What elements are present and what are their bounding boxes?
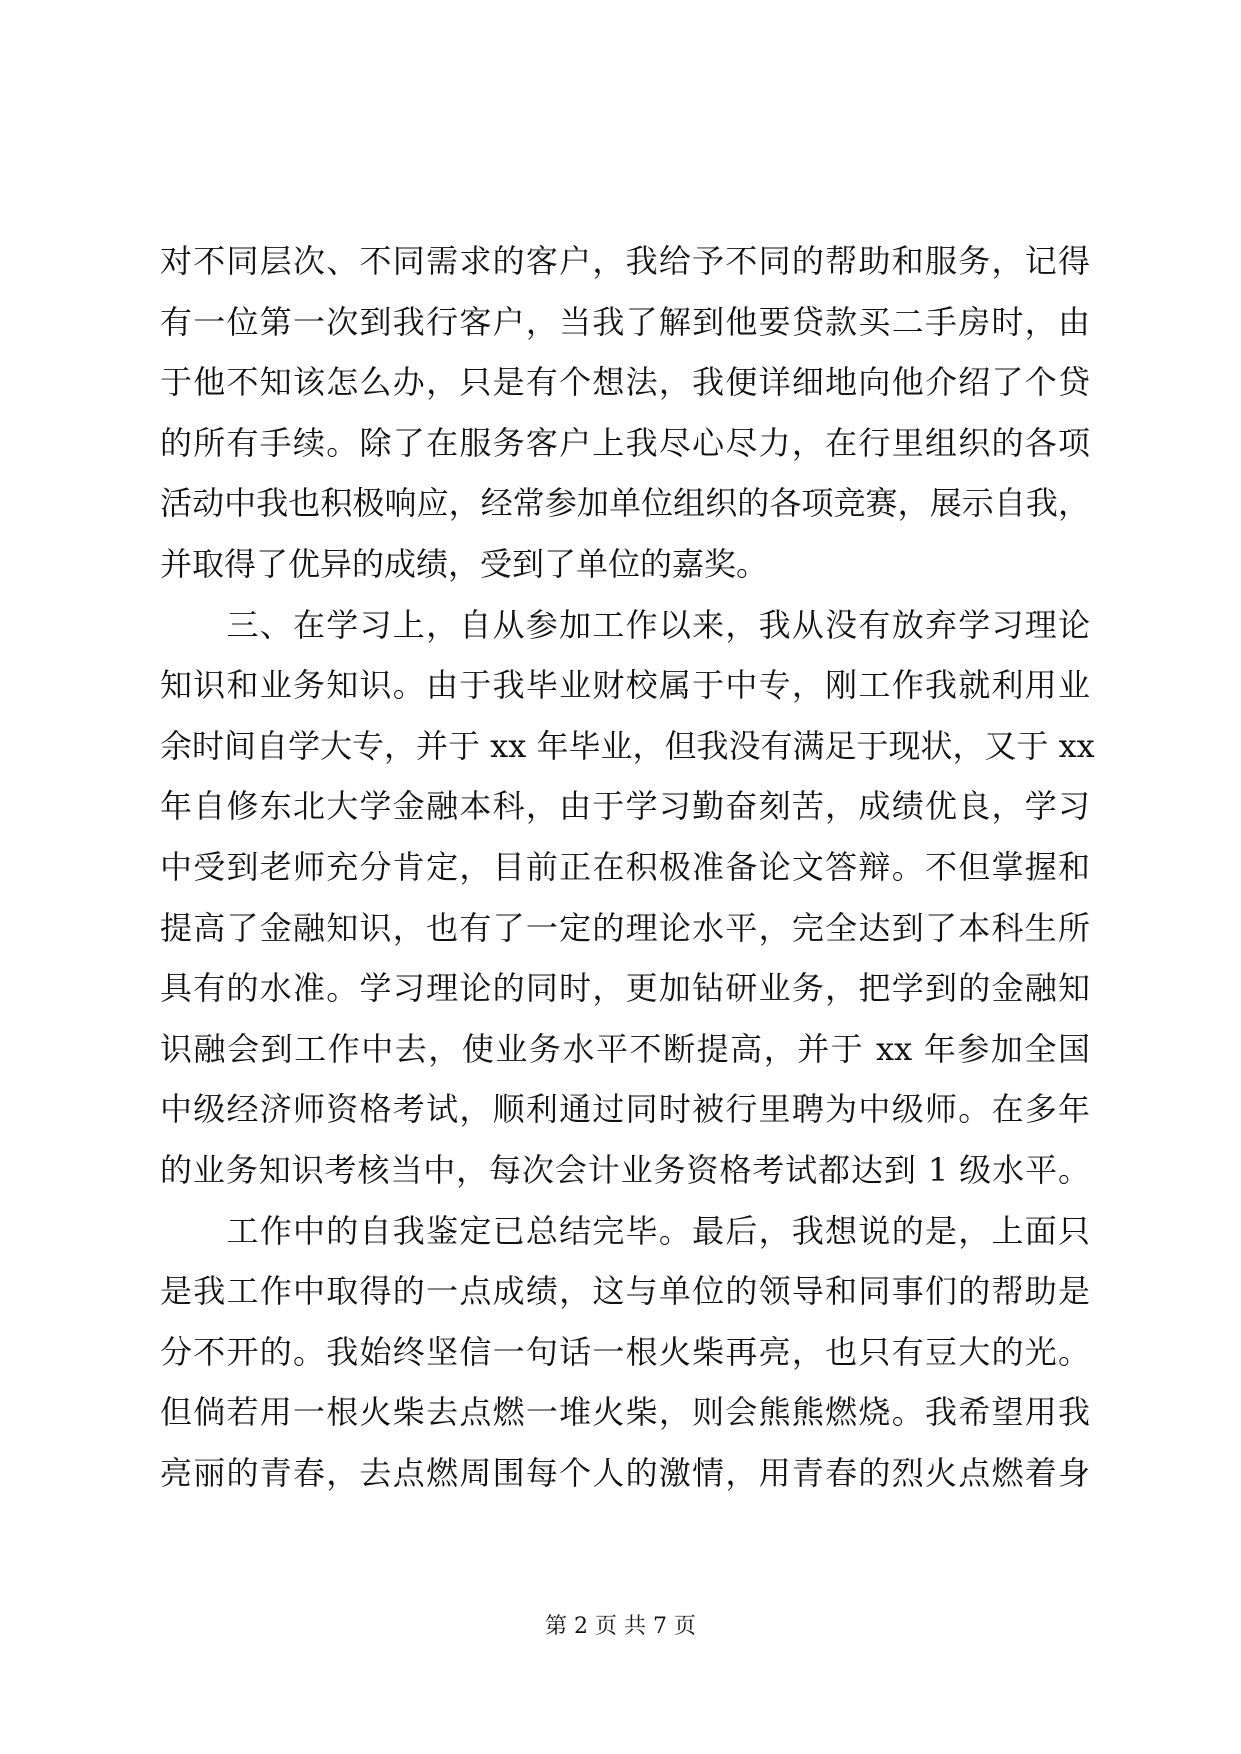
text-line: 具有的水准。学习理论的同时，更加钻研业务，把学到的金融知 xyxy=(160,969,1090,1008)
text-line: 余时间自学大专，并于 xx 年毕业，但我没有满足于现状，又于 xx xyxy=(160,726,1095,765)
text-line: 工作中的自我鉴定已总结完毕。最后，我想说的是，上面只 xyxy=(160,1211,1090,1250)
text-line: 活动中我也积极响应，经常参加单位组织的各项竞赛，展示自我， xyxy=(160,484,1090,523)
page-footer: 第 2 页 共 7 页 xyxy=(545,1614,696,1639)
text-line: 提高了金融知识，也有了一定的理论水平，完全达到了本科生所 xyxy=(160,908,1090,947)
text-line: 中级经济师资格考试，顺利通过同时被行里聘为中级师。在多年 xyxy=(160,1090,1090,1129)
text-line: 分不开的。我始终坚信一句话一根火柴再亮，也只有豆大的光。 xyxy=(160,1332,1090,1371)
text-line: 识融会到工作中去，使业务水平不断提高，并于 xx 年参加全国 xyxy=(160,1029,1090,1068)
text-line: 并取得了优异的成绩，受到了单位的嘉奖。 xyxy=(160,544,769,583)
text-line: 的所有手续。除了在服务客户上我尽心尽力，在行里组织的各项 xyxy=(160,423,1090,462)
text-line: 有一位第一次到我行客户，当我了解到他要贷款买二手房时，由 xyxy=(160,302,1090,341)
text-line: 是我工作中取得的一点成绩，这与单位的领导和同事们的帮助是 xyxy=(160,1272,1090,1311)
text-line: 亮丽的青春，去点燃周围每个人的激情，用青春的烈火点燃着身 xyxy=(160,1453,1090,1492)
text-line: 三、在学习上，自从参加工作以来，我从没有放弃学习理论 xyxy=(160,605,1090,644)
text-line: 年自修东北大学金融本科，由于学习勤奋刻苦，成绩优良，学习 xyxy=(160,787,1090,826)
text-line: 的业务知识考核当中，每次会计业务资格考试都达到 1 级水平。 xyxy=(160,1150,1090,1189)
text-line: 于他不知该怎么办，只是有个想法，我便详细地向他介绍了个贷 xyxy=(160,363,1090,402)
body-text xyxy=(160,231,1095,1503)
text-line: 知识和业务知识。由于我毕业财校属于中专，刚工作我就利用业 xyxy=(160,666,1090,705)
text-line: 对不同层次、不同需求的客户，我给予不同的帮助和服务，记得 xyxy=(160,242,1090,280)
text-line: 中受到老师充分肯定，目前正在积极准备论文答辩。不但掌握和 xyxy=(160,847,1090,886)
text-line: 但倘若用一根火柴去点燃一堆火柴，则会熊熊燃烧。我希望用我 xyxy=(160,1393,1090,1432)
